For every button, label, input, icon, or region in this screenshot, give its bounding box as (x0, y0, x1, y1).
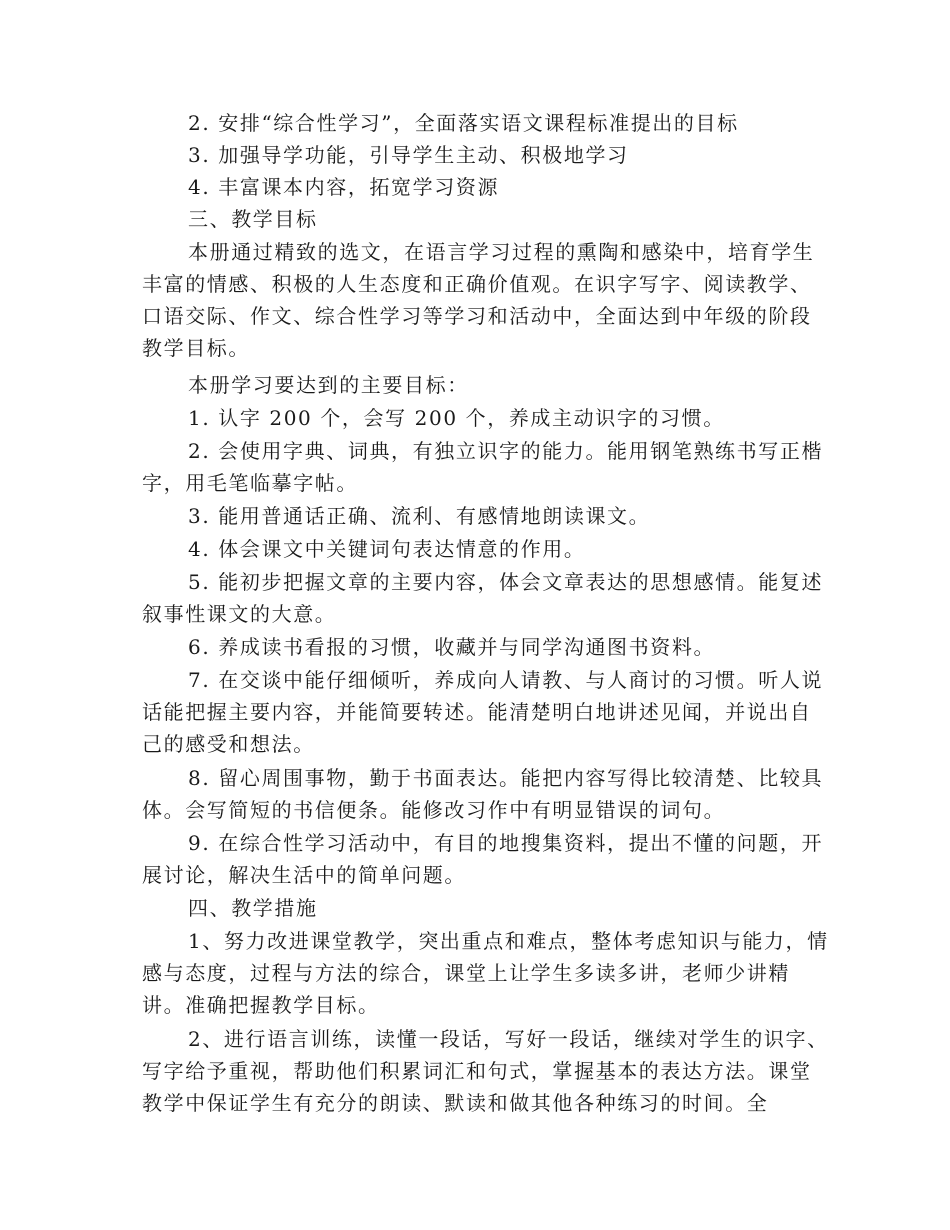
goal-item-6: 6. 养成读书看报的习惯，收藏并与同学沟通图书资料。 (188, 635, 716, 659)
goal-item-1: 1. 认字 200 个，会写 200 个，养成主动识字的习惯。 (188, 406, 725, 430)
goal-item-7: 7. 在交谈中能仔细倾听，养成向人请教、与人商讨的习惯。听人说话能把握主要内容，并能简要转述。能清楚明白地讲述见闻，并说出自己的感受和想法。 (142, 668, 824, 756)
section-heading-teaching-measures: 四、教学措施 (188, 896, 318, 920)
goal-item-4: 4. 体会课文中关键词句表达情意的作用。 (188, 537, 586, 561)
goal-item-8: 8. 留心周围事物，勤于书面表达。能把内容写得比较清楚、比较具体。会写简短的书信便条。能修改习作中有明显错误的词句。 (142, 766, 824, 822)
paragraph-main-goals-lead: 本册学习要达到的主要目标： (188, 373, 469, 397)
goal-item-2: 2. 会使用字典、词典，有独立识字的能力。能用钢笔熟练书写正楷字，用毛笔临摹字帖。 (142, 439, 824, 495)
section-heading-teaching-goals: 三、教学目标 (188, 207, 318, 231)
list-item-enrich-content: 4. 丰富课本内容，拓宽学习资源 (188, 175, 500, 199)
measure-item-2: 2、进行语言训练，读懂一段话，写好一段话，继续对学生的识字、写字给予重视，帮助他们积累词汇和句式，掌握基本的表达方法。课堂教学中保证学生有充分的朗读、默读和做其他各种练习的时间。全 (142, 1027, 829, 1115)
paragraph-goals-intro: 本册通过精致的选文，在语言学习过程的熏陶和感染中，培育学生丰富的情感、积极的人生态度和正确价值观。在识字写字、阅读教学、口语交际、作文、综合性学习等学习和活动中，全面达到中年级的阶段教学目标。 (142, 240, 815, 360)
list-item-strengthen-guidance: 3. 加强导学功能，引导学生主动、积极地学习 (188, 143, 629, 167)
goal-item-3: 3. 能用普通话正确、流利、有感情地朗读课文。 (188, 504, 651, 528)
goal-item-5: 5. 能初步把握文章的主要内容，体会文章表达的思想感情。能复述叙事性课文的大意。 (142, 570, 824, 626)
list-item-arrange-comprehensive-learning: 2. 安排“综合性学习”，全面落实语文课程标准提出的目标 (188, 111, 739, 135)
measure-item-1: 1、努力改进课堂教学，突出重点和难点，整体考虑知识与能力，情感与态度，过程与方法的综合，课堂上让学生多读多讲，老师少讲精讲。准确把握教学目标。 (142, 929, 829, 1017)
goal-item-9: 9. 在综合性学习活动中，有目的地搜集资料，提出不懂的问题，开展讨论，解决生活中的简单问题。 (142, 831, 824, 887)
